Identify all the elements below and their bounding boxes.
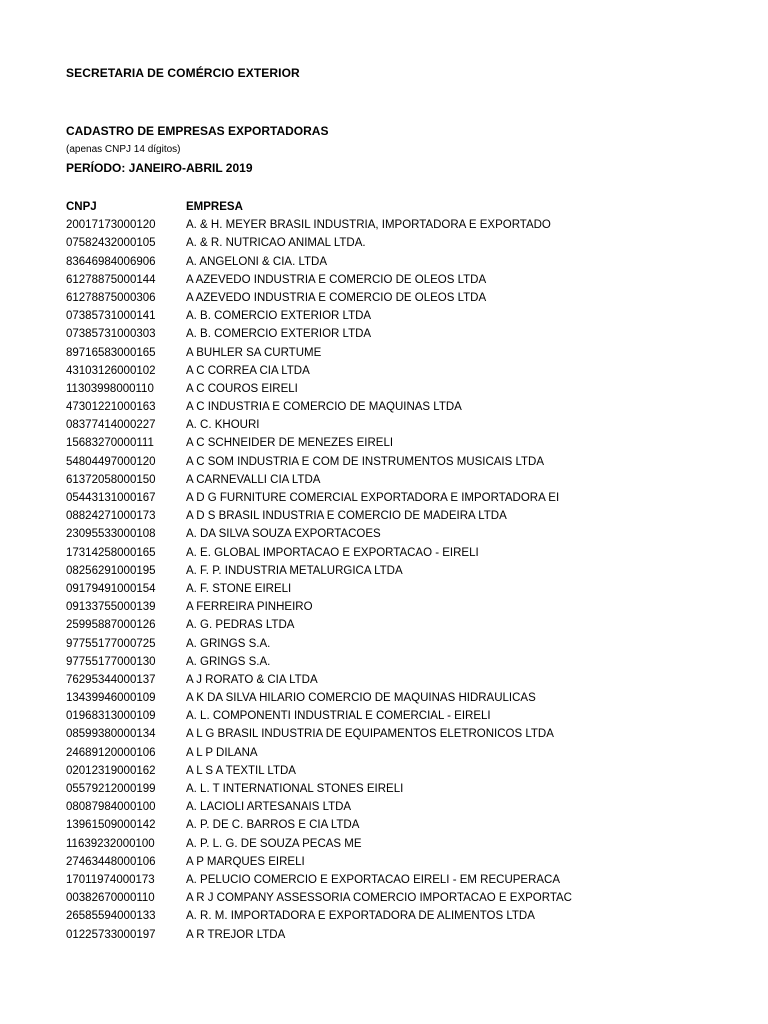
cnpj-cell: 09179491000154 (66, 582, 156, 595)
empresa-cell: A L G BRASIL INDUSTRIA DE EQUIPAMENTOS ELETRONICOS LTDA (186, 728, 554, 741)
table-row (66, 216, 746, 234)
table-row (66, 725, 746, 743)
empresa-cell: A R TREJOR LTDA (186, 928, 286, 941)
empresa-cell: A L S A TEXTIL LTDA (186, 764, 296, 777)
table-row (66, 744, 746, 762)
empresa-cell: A C CORREA CIA LTDA (186, 364, 310, 377)
table-row (66, 380, 746, 398)
empresa-cell: A D G FURNITURE COMERCIAL EXPORTADORA E IMPORTADORA EI (186, 492, 560, 504)
table-row (66, 616, 746, 634)
table-row (66, 689, 746, 707)
cnpj-cell: 08599380000134 (66, 728, 156, 741)
table-row (66, 671, 746, 689)
table-row (66, 544, 746, 562)
table-row (66, 489, 746, 507)
table-row (66, 707, 746, 725)
empresa-cell: A. & R. NUTRICAO ANIMAL LTDA. (186, 237, 366, 250)
empresa-cell: A. C. KHOURI (186, 419, 260, 432)
empresa-cell: A. F. P. INDUSTRIA METALURGICA LTDA (186, 564, 403, 577)
cnpj-cell: 47301221000163 (66, 401, 156, 414)
document-subtitle: CADASTRO DE EMPRESAS EXPORTADORAS (66, 124, 329, 138)
cnpj-cell: 54804497000120 (66, 455, 156, 468)
empresa-cell: A C COUROS EIRELI (186, 382, 298, 395)
empresa-cell: A R J COMPANY ASSESSORIA COMERCIO IMPORTACAO E EXPORTAC (186, 892, 572, 905)
table-row (66, 853, 746, 871)
column-header-cnpj: CNPJ (66, 201, 97, 213)
cnpj-cell: 08087984000100 (66, 801, 156, 814)
table-body (66, 216, 746, 944)
table-header-row (66, 198, 746, 216)
empresa-cell: A C SCHNEIDER DE MENEZES EIRELI (186, 437, 394, 450)
empresa-cell: A P MARQUES EIRELI (186, 855, 305, 868)
table-row (66, 580, 746, 598)
empresa-cell: A. ANGELONI & CIA. LTDA (186, 255, 328, 268)
table-row (66, 525, 746, 543)
cnpj-cell: 27463448000106 (66, 855, 156, 868)
table-row (66, 307, 746, 325)
cnpj-cell: 24689120000106 (66, 746, 156, 759)
empresa-cell: A AZEVEDO INDUSTRIA E COMERCIO DE OLEOS LTDA (186, 291, 487, 304)
cnpj-cell: 07385731000303 (66, 328, 156, 341)
table-row (66, 816, 746, 834)
table-row (66, 780, 746, 798)
document-period: PERÍODO: JANEIRO-ABRIL 2019 (66, 161, 253, 175)
empresa-cell: A K DA SILVA HILARIO COMERCIO DE MAQUINAS HIDRAULICAS (186, 692, 536, 705)
table-row (66, 362, 746, 380)
document-note: (apenas CNPJ 14 dígitos) (66, 144, 181, 155)
table-row (66, 471, 746, 489)
cnpj-cell: 89716583000165 (66, 346, 156, 359)
table-row (66, 835, 746, 853)
table-row (66, 507, 746, 525)
cnpj-cell: 15683270000111 (66, 437, 154, 450)
empresa-cell: A BUHLER SA CURTUME (186, 346, 322, 359)
cnpj-cell: 17011974000173 (66, 873, 155, 886)
cnpj-cell: 08824271000173 (66, 510, 156, 523)
cnpj-cell: 61278875000306 (66, 291, 156, 304)
table-row (66, 416, 746, 434)
cnpj-cell: 83646984006906 (66, 255, 156, 268)
empresa-cell: A. E. GLOBAL IMPORTACAO E EXPORTACAO - EIRELI (186, 546, 479, 559)
cnpj-cell: 61278875000144 (66, 273, 156, 286)
table-row (66, 907, 746, 925)
empresa-cell: A D S BRASIL INDUSTRIA E COMERCIO DE MADEIRA LTDA (186, 510, 507, 523)
cnpj-cell: 25995887000126 (66, 619, 156, 632)
document-title: SECRETARIA DE COMÉRCIO EXTERIOR (66, 66, 300, 80)
table-row (66, 325, 746, 343)
empresa-cell: A C SOM INDUSTRIA E COM DE INSTRUMENTOS MUSICAIS LTDA (186, 455, 545, 468)
cnpj-cell: 00382670000110 (66, 892, 155, 905)
cnpj-cell: 13439946000109 (66, 692, 156, 705)
cnpj-cell: 76295344000137 (66, 673, 156, 686)
empresa-cell: A. PELUCIO COMERCIO E EXPORTACAO EIRELI - EM RECUPERACA (186, 873, 561, 886)
cnpj-cell: 01225733000197 (66, 928, 156, 941)
column-header-empresa: EMPRESA (186, 201, 243, 213)
cnpj-cell: 02012319000162 (66, 764, 156, 777)
cnpj-cell: 97755177000725 (66, 637, 156, 650)
cnpj-cell: 13961509000142 (66, 819, 156, 832)
empresa-cell: A. DA SILVA SOUZA EXPORTACOES (186, 528, 381, 541)
cnpj-cell: 61372058000150 (66, 473, 156, 486)
empresa-cell: A. P. DE C. BARROS E CIA LTDA (186, 819, 360, 832)
empresa-cell: A J RORATO & CIA LTDA (186, 673, 318, 686)
table-row (66, 635, 746, 653)
companies-table (66, 198, 746, 944)
cnpj-cell: 09133755000139 (66, 601, 156, 614)
empresa-cell: A. LACIOLI ARTESANAIS LTDA (186, 801, 352, 814)
cnpj-cell: 97755177000130 (66, 655, 156, 668)
cnpj-cell: 20017173000120 (66, 219, 156, 232)
empresa-cell: A L P DILANA (186, 746, 258, 759)
table-row (66, 434, 746, 452)
table-row (66, 598, 746, 616)
table-row (66, 871, 746, 889)
empresa-cell: A CARNEVALLI CIA LTDA (186, 473, 321, 486)
cnpj-cell: 17314258000165 (66, 546, 156, 559)
empresa-cell: A. & H. MEYER BRASIL INDUSTRIA, IMPORTADORA E EXPORTADO (186, 219, 551, 232)
empresa-cell: A FERREIRA PINHEIRO (186, 601, 313, 614)
table-row (66, 344, 746, 362)
cnpj-cell: 05443131000167 (66, 492, 156, 504)
cnpj-cell: 05579212000199 (66, 783, 156, 795)
cnpj-cell: 01968313000109 (66, 710, 156, 723)
table-row (66, 562, 746, 580)
empresa-cell: A. L. COMPONENTI INDUSTRIAL E COMERCIAL - EIRELI (186, 710, 491, 723)
table-row (66, 926, 746, 944)
empresa-cell: A AZEVEDO INDUSTRIA E COMERCIO DE OLEOS LTDA (186, 273, 487, 286)
table-row (66, 653, 746, 671)
table-row (66, 798, 746, 816)
empresa-cell: A. GRINGS S.A. (186, 655, 271, 668)
empresa-cell: A. G. PEDRAS LTDA (186, 619, 295, 632)
table-row (66, 398, 746, 416)
cnpj-cell: 23095533000108 (66, 528, 156, 541)
empresa-cell: A. R. M. IMPORTADORA E EXPORTADORA DE ALIMENTOS LTDA (186, 910, 535, 923)
table-row (66, 889, 746, 907)
empresa-cell: A C INDUSTRIA E COMERCIO DE MAQUINAS LTDA (186, 401, 462, 414)
cnpj-cell: 08377414000227 (66, 419, 156, 432)
cnpj-cell: 07582432000105 (66, 237, 156, 250)
table-row (66, 762, 746, 780)
table-row (66, 234, 746, 252)
table-row (66, 289, 746, 307)
table-row (66, 271, 746, 289)
cnpj-cell: 08256291000195 (66, 564, 156, 577)
cnpj-cell: 07385731000141 (66, 310, 156, 323)
table-row (66, 453, 746, 471)
cnpj-cell: 11639232000100 (66, 837, 155, 850)
empresa-cell: A. L. T INTERNATIONAL STONES EIRELI (186, 783, 404, 795)
table-row (66, 253, 746, 271)
empresa-cell: A. F. STONE EIRELI (186, 582, 292, 595)
empresa-cell: A. GRINGS S.A. (186, 637, 271, 650)
cnpj-cell: 11303998000110 (66, 382, 154, 395)
empresa-cell: A. B. COMERCIO EXTERIOR LTDA (186, 310, 372, 323)
cnpj-cell: 43103126000102 (66, 364, 156, 377)
empresa-cell: A. B. COMERCIO EXTERIOR LTDA (186, 328, 372, 341)
empresa-cell: A. P. L. G. DE SOUZA PECAS ME (186, 837, 362, 850)
cnpj-cell: 26585594000133 (66, 910, 156, 923)
